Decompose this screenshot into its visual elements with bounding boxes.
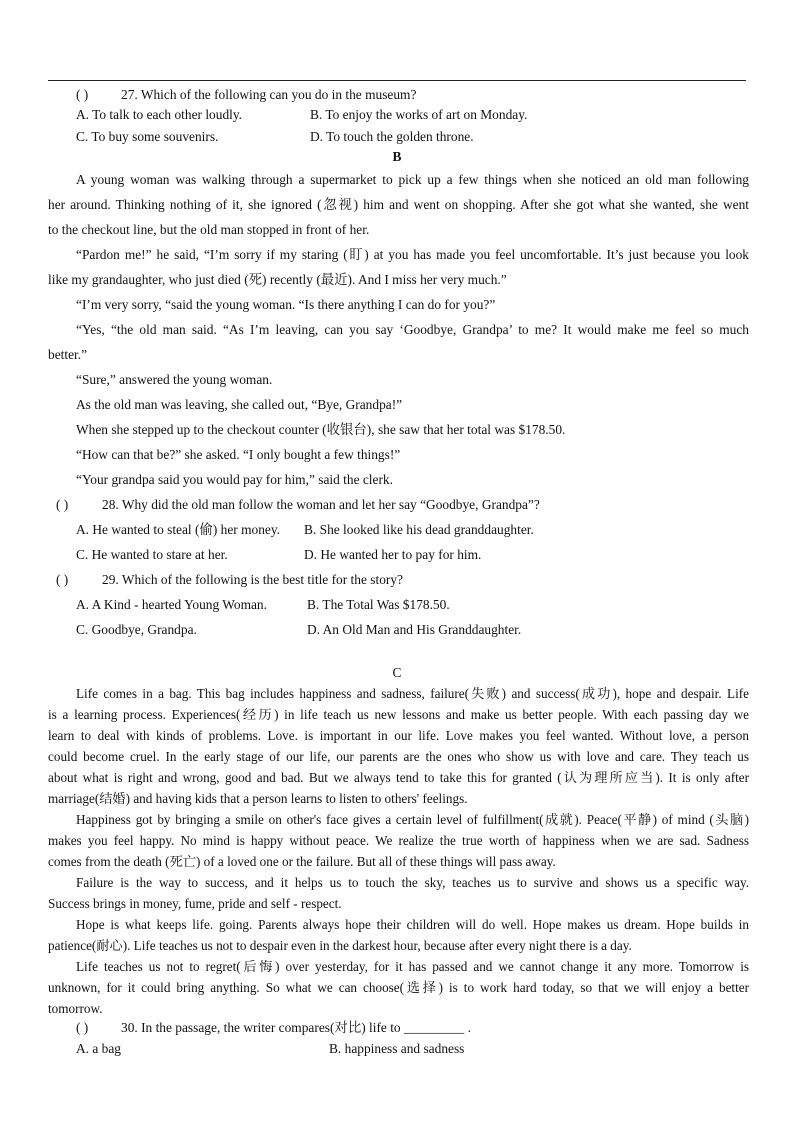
- passage-c-line: learn to deal with kinds of problems. Love. is important in our life. Love makes you feel wanted. Without love, a person: [48, 728, 749, 743]
- passage-b-line: “I’m very sorry, “said the young woman. “Is there anything I can do for you?”: [76, 297, 496, 312]
- passage-c-line: marriage(结婚) and having kids that a person learns to listen to others' feelings.: [48, 791, 468, 806]
- q27-option-c: C. To buy some souvenirs.: [76, 129, 219, 144]
- passage-b-line: “Yes, “the old man said. “As I’m leaving, can you say ‘Goodbye, Grandpa’ to me? It would make me feel so much: [76, 322, 749, 337]
- q30-bracket: ( ): [76, 1020, 89, 1035]
- passage-b-line: like my grandaughter, who just died (死) recently (最近). And I miss her very much.”: [48, 272, 507, 287]
- passage-b-line: A young woman was walking through a supermarket to pick up a few things when she noticed an old man following: [76, 172, 749, 187]
- q29-stem: 29. Which of the following is the best title for the story?: [102, 572, 403, 587]
- passage-c-line: Failure is the way to success, and it helps us to touch the sky, teaches us to survive and shows us a specific way.: [76, 875, 749, 890]
- passage-c-line: Life comes in a bag. This bag includes happiness and sadness, failure(失败) and success(成功), hope and despair. Life: [76, 686, 749, 701]
- passage-c-line: Happiness got by bringing a smile on other's face gives a certain level of fulfillment(成就). Peace(平静) of mind (头脑): [76, 812, 749, 827]
- q30-option-a: A. a bag: [76, 1041, 121, 1056]
- q28-option-c: C. He wanted to stare at her.: [76, 547, 228, 562]
- passage-c-line: Life teaches us not to regret(后悔) over yesterday, for it has passed and we cannot change it any more. Tomorrow is: [76, 959, 749, 974]
- passage-c-line: comes from the death (死亡) of a loved one or the failure. But all of these things will pass away.: [48, 854, 556, 869]
- q30-stem: 30. In the passage, the writer compares(对比) life to _________ .: [121, 1020, 471, 1035]
- q27-option-a: A. To talk to each other loudly.: [76, 107, 243, 122]
- passage-c-line: about what is right and wrong, good and bad. But we always tend to take this for granted (认为理所应当). It is only after: [48, 770, 749, 785]
- passage-c-line: is a learning process. Experiences(经历) in life teach us new lessons and make us better people. With each passing day we: [48, 707, 749, 722]
- q27-stem: 27. Which of the following can you do in the museum?: [121, 87, 417, 102]
- passage-b-line: “Pardon me!” he said, “I’m sorry if my staring (盯) at you has made you feel uncomfortable. It’s just because you look: [76, 247, 749, 262]
- passage-c-line: patience(耐心). Life teaches us not to despair even in the darkest hour, because after every night there is a day.: [48, 938, 632, 953]
- passage-c-line: could become cruel. In the early stage of our life, our parents are the ones who show us with love and care. They teach us: [48, 749, 749, 764]
- section-b-heading: B: [392, 149, 402, 164]
- top-rule: [48, 80, 746, 81]
- passage-c-line: makes you feel happy. No mind is happy without peace. We realize the true worth of happiness when we are sad. Sadness: [48, 833, 749, 848]
- passage-c-line: unknown, for it could bring anything. So what we can choose(选择) is to work hard today, so that we will enjoy a better: [48, 980, 749, 995]
- q27-bracket: ( ): [76, 87, 89, 102]
- passage-b-line: As the old man was leaving, she called out, “Bye, Grandpa!”: [76, 397, 403, 412]
- passage-b-line: “Sure,” answered the young woman.: [76, 372, 273, 387]
- q28-bracket: ( ): [56, 497, 69, 512]
- q27-option-d: D. To touch the golden throne.: [310, 129, 474, 144]
- passage-b-line: When she stepped up to the checkout counter (收银台), she saw that her total was $178.50.: [76, 422, 566, 437]
- q28-option-b: B. She looked like his dead granddaughter.: [304, 522, 534, 537]
- q30-option-b: B. happiness and sadness: [329, 1041, 465, 1056]
- q29-option-b: B. The Total Was $178.50.: [307, 597, 450, 612]
- q28-option-d: D. He wanted her to pay for him.: [304, 547, 482, 562]
- passage-b-line: to the checkout line, but the old man stopped in front of her.: [48, 222, 370, 237]
- passage-c-line: tomorrow.: [48, 1001, 103, 1016]
- passage-b-line: “Your grandpa said you would pay for him,” said the clerk.: [76, 472, 393, 487]
- passage-c-line: Hope is what keeps life. going. Parents always hope their children will do well. Hope makes us dream. Hope builds in: [76, 917, 749, 932]
- q28-option-a: A. He wanted to steal (偷) her money.: [76, 522, 281, 537]
- section-c-heading: C: [392, 665, 402, 680]
- q29-bracket: ( ): [56, 572, 69, 587]
- passage-b-line: her around. Thinking nothing of it, she ignored (忽视) him and went on shopping. After she got what she wanted, she went: [48, 197, 749, 212]
- q29-option-d: D. An Old Man and His Granddaughter.: [307, 622, 522, 637]
- q27-option-b: B. To enjoy the works of art on Monday.: [310, 107, 528, 122]
- passage-b-line: “How can that be?” she asked. “I only bought a few things!”: [76, 447, 401, 462]
- q29-option-a: A. A Kind - hearted Young Woman.: [76, 597, 267, 612]
- passage-c-line: Success brings in money, fume, pride and self - respect.: [48, 896, 342, 911]
- q29-option-c: C. Goodbye, Grandpa.: [76, 622, 197, 637]
- passage-b-line: better.”: [48, 347, 88, 362]
- q28-stem: 28. Why did the old man follow the woman and let her say “Goodbye, Grandpa”?: [102, 497, 540, 512]
